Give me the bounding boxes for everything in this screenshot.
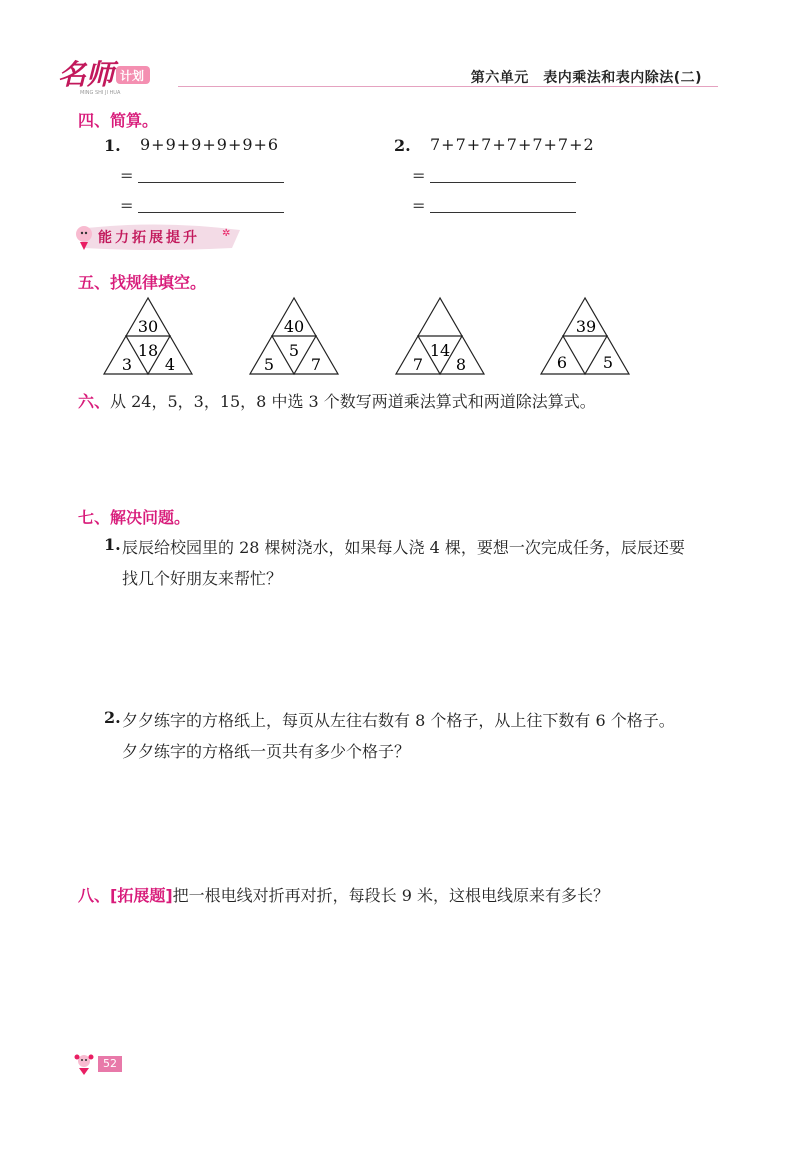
tri2-right: 7 [310, 355, 322, 374]
s4-q2-expression: 7+7+7+7+7+7+2 [430, 135, 595, 154]
tri2-left: 5 [263, 355, 275, 374]
star-icon: ✲ [222, 228, 231, 239]
tri1-left: 3 [121, 355, 133, 374]
brand-logo [56, 52, 176, 96]
s7-q1-line2: 找几个好朋友来帮忙？ [122, 569, 283, 588]
page-number: 52 [98, 1056, 122, 1072]
s4-q1-number: 1. [104, 136, 121, 155]
ability-band [72, 222, 242, 252]
tri1-right: 4 [164, 355, 176, 374]
section8-text: 把一根电线对折再对折，每段长 9 米，这根电线原来有多长？ [172, 886, 610, 905]
s7-q2-number: 2. [104, 708, 121, 727]
s7-q2-line2: 夕夕练字的方格纸一页共有多少个格子？ [122, 742, 411, 761]
s4-q1-eq2: = [120, 196, 134, 215]
tri4-left: 6 [556, 353, 568, 372]
section6 [78, 389, 596, 412]
section8-title: 八、 [78, 886, 111, 905]
s7-q1-number: 1. [104, 535, 121, 554]
section6-title: 六、 [78, 392, 111, 411]
header-divider [178, 86, 718, 87]
s7-q1-line1: 辰辰给校园里的 28 棵树浇水，如果每人浇 4 棵，要想一次完成任务，辰辰还要 [122, 538, 685, 557]
girl-icon [76, 226, 92, 242]
footer-mascot-icon [72, 1052, 96, 1080]
s4-q2-answer-line2 [430, 212, 576, 213]
logo-pinyin: MING SHI JI HUA [80, 90, 121, 96]
tri1-middle: 18 [137, 341, 159, 360]
tri4-right: 5 [602, 353, 614, 372]
triangle-2 [250, 298, 338, 374]
section6-text: 从 24，5，3，15，8 中选 3 个数写两道乘法算式和两道除法算式。 [110, 392, 596, 411]
tri4-center: 39 [575, 317, 597, 336]
triangle-4 [541, 298, 629, 374]
section8-tag: [拓展题] [110, 886, 173, 905]
s4-q2-answer-line1 [430, 182, 576, 183]
unit-title: 第六单元 表内乘法和表内除法(二) [470, 70, 702, 86]
triangle-3 [396, 298, 484, 374]
s4-q2-number: 2. [394, 136, 411, 155]
s4-q1-answer-line2 [138, 212, 284, 213]
tri2-middle: 5 [288, 341, 300, 360]
logo-badge: 计划 [120, 69, 145, 83]
tri3-right: 8 [455, 355, 467, 374]
triangle-patterns [0, 290, 800, 390]
tri3-middle: 14 [429, 341, 451, 360]
tri1-center: 30 [137, 317, 159, 336]
s4-q2-eq1: = [412, 166, 426, 185]
band-label: 能力拓展提升 [98, 230, 200, 246]
section8 [78, 883, 609, 906]
s4-q2-eq2: = [412, 196, 426, 215]
s7-q2-line1: 夕夕练字的方格纸上，每页从左往右数有 8 个格子，从上往下数有 6 个格子。 [122, 711, 675, 730]
tri3-left: 7 [412, 355, 424, 374]
section7-title: 七、解决问题。 [78, 508, 191, 527]
section4-title: 四、简算。 [78, 111, 159, 130]
tri2-center: 40 [283, 317, 305, 336]
triangle-1 [104, 298, 192, 374]
section5-title: 五、找规律填空。 [78, 273, 207, 292]
s4-q1-answer-line1 [138, 182, 284, 183]
logo-text: 名师 [58, 58, 115, 91]
s4-q1-eq1: = [120, 166, 134, 185]
s4-q1-expression: 9+9+9+9+9+6 [140, 135, 280, 154]
